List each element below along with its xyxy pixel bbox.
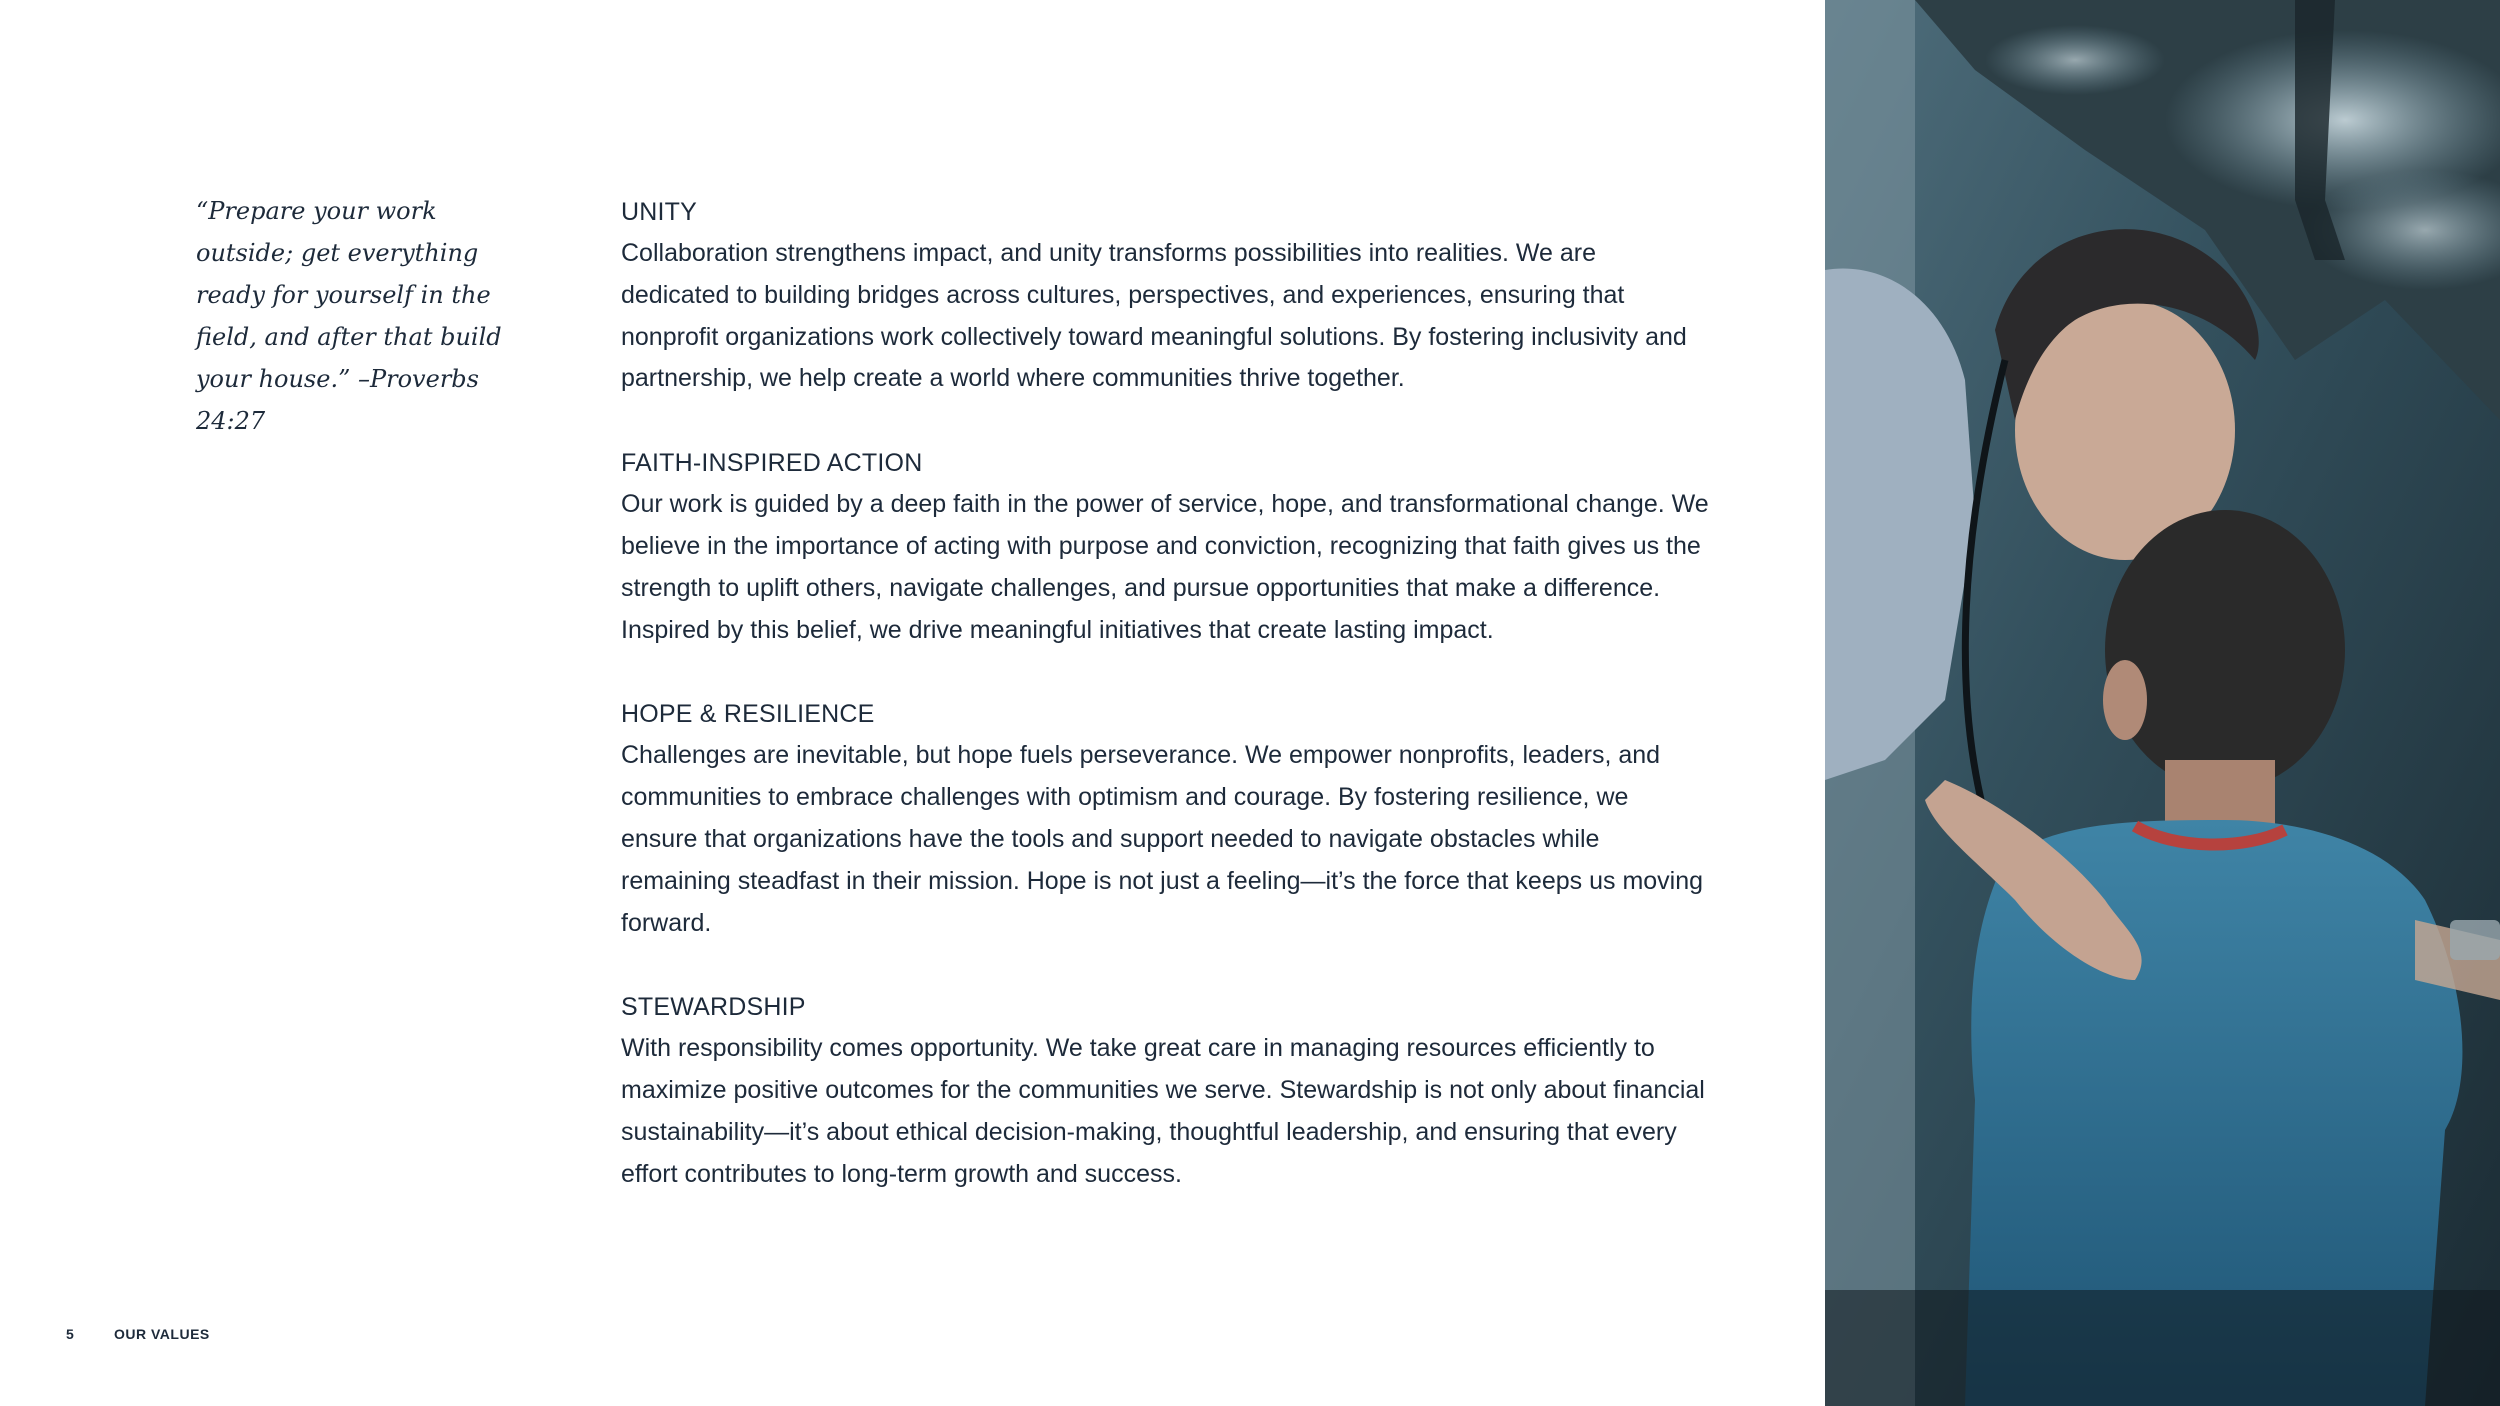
- child-head: [2105, 510, 2345, 790]
- page-footer: [66, 1326, 210, 1342]
- quote-text: “Prepare your work outside; get everything ready for yourself in the field, and after that build your house.”: [196, 197, 502, 393]
- photo-nurse-examining-child: [1825, 0, 2500, 1406]
- value-heading: HOPE & RESILIENCE: [621, 700, 875, 729]
- value-body: Challenges are inevitable, but hope fuels perseverance. We empower nonprofits, leaders, and communities to embrace challenges with optimism and courage. By fostering resilience, we ensure that organizations have the tools and support needed to navigate obstacles while remaining steadfast in their mission. Hope is not just a feeling—it’s the force that keeps us moving forward.: [621, 741, 1704, 937]
- value-body: With responsibility comes opportunity. We take great care in managing resources efficiently to maximize positive outcomes for the communities we serve. Stewardship is not only about financial sustainability—it’s about ethical decision-making, thoughtful leadership, and ensuring that every effort contributes to long-term growth and success.: [621, 1034, 1705, 1188]
- proverb-quote: [196, 190, 536, 442]
- page-number: 5: [66, 1326, 75, 1342]
- value-stewardship: [621, 986, 1711, 1195]
- value-body: Collaboration strengthens impact, and unity transforms possibilities into realities. We are dedicated to building bridges across cultures, perspectives, and experiences, ensuring that nonprofit organizations work collectively toward meaningful solutions. By fostering inclusivity and partnership, we help create a world where communities thrive together.: [621, 239, 1687, 393]
- values-list: [621, 191, 1711, 1238]
- quote-attribution: –Proverbs 24:27: [196, 365, 479, 435]
- value-heading: FAITH-INSPIRED ACTION: [621, 449, 923, 478]
- section-title: OUR VALUES: [114, 1326, 210, 1342]
- value-hope-resilience: [621, 693, 1711, 944]
- value-body: Our work is guided by a deep faith in the power of service, hope, and transformational change. We believe in the importance of acting with purpose and conviction, recognizing that faith gives us the strength to uplift others, navigate challenges, and pursue opportunities that make a difference. Inspired by this belief, we drive meaningful initiatives that create lasting impact.: [621, 490, 1709, 644]
- photo-illustration: [1825, 0, 2500, 1406]
- value-heading: UNITY: [621, 198, 697, 226]
- value-faith-inspired-action: [621, 442, 1711, 651]
- value-heading: STEWARDSHIP: [621, 993, 806, 1022]
- value-unity: [621, 191, 1711, 400]
